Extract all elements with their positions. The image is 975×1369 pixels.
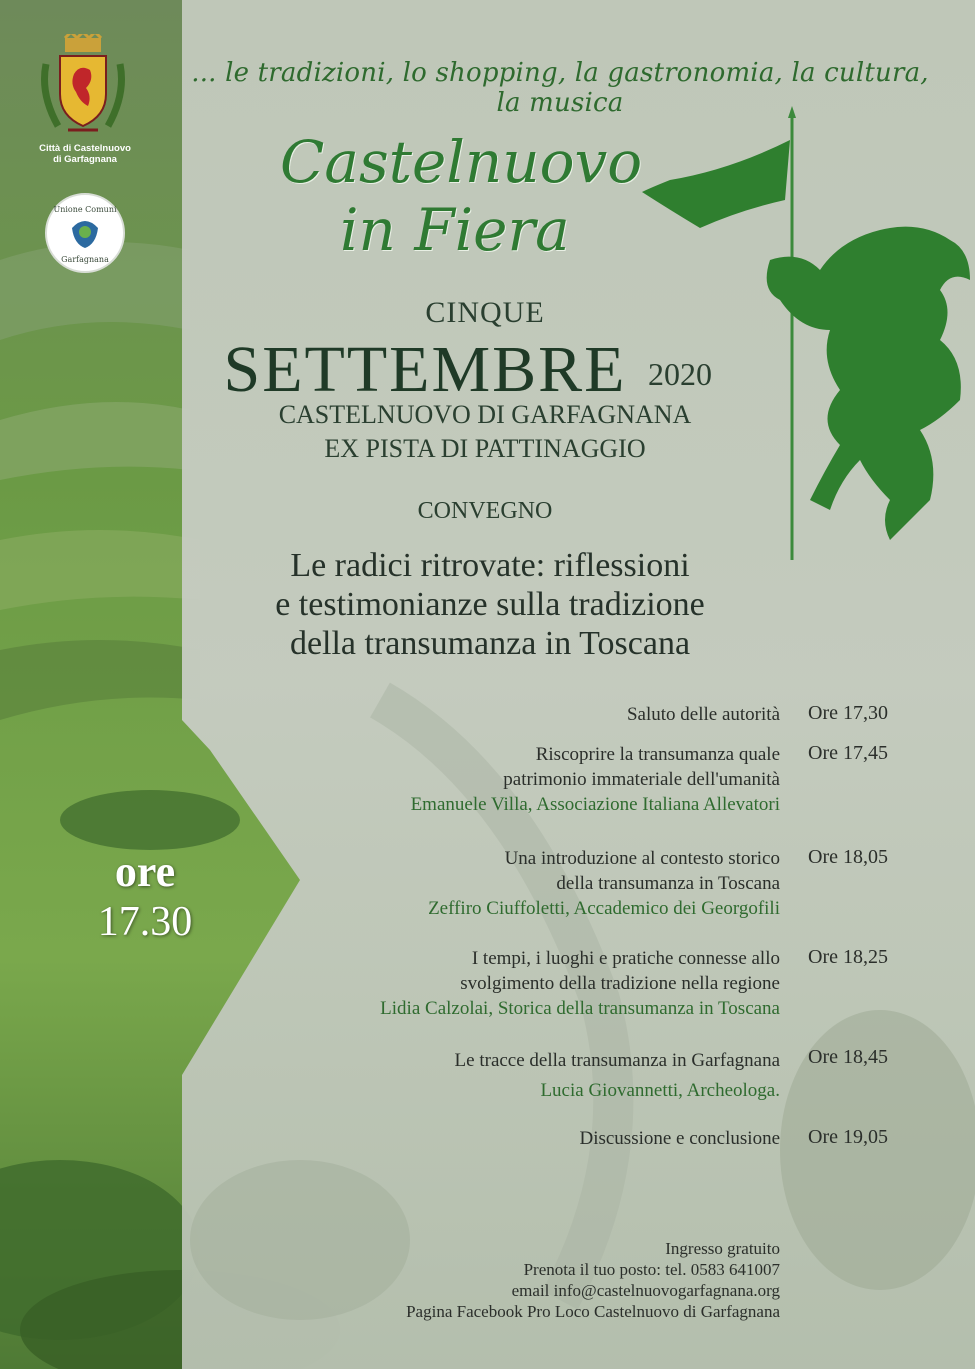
schedule-item-speaker: Lidia Calzolai, Storica della transumanza in Toscana (380, 998, 780, 1019)
schedule-item-title: Riscoprire la transumanza quale (535, 744, 780, 765)
schedule-item-title: Discussione e conclusione (579, 1128, 780, 1149)
city-logo-caption-line2: di Garfagnana (53, 154, 117, 165)
convegno-title-line3: della transumanza in Toscana (289, 625, 691, 662)
city-crest-logo (38, 34, 128, 140)
start-time-value: 17.30 (97, 899, 193, 945)
schedule-time: Ore 18,25 (808, 946, 888, 968)
union-comuni-logo (44, 192, 126, 274)
tagline: ... le tradizioni, lo shopping, la gastronomia, la cultura, la musica (191, 58, 929, 118)
event-title-line1: Castelnuovo (280, 128, 643, 196)
schedule-item (280, 702, 780, 727)
schedule-item-title: svolgimento della tradizione nella regione (460, 973, 780, 994)
union-logo-top-text: Unione Comuni (53, 205, 117, 214)
schedule-time: Ore 18,05 (808, 846, 888, 868)
location-line2: EX PISTA DI PATTINAGGIO (324, 434, 646, 463)
start-time-label: ore (114, 847, 176, 896)
location-line1: CASTELNUOVO DI GARFAGNANA (278, 400, 692, 429)
convegno-label: CONVEGNO (417, 498, 553, 524)
schedule-item (280, 742, 780, 817)
schedule-item (280, 1046, 780, 1106)
event-title-line2: in Fiera (340, 196, 570, 264)
schedule-item-title: della transumanza in Toscana (556, 873, 780, 894)
schedule-item-title: Una introduzione al contesto storico (504, 848, 780, 869)
schedule-item-title: I tempi, i luoghi e pratiche connesse allo (471, 948, 780, 969)
convegno-title-line2: e testimonianze sulla tradizione (275, 586, 705, 623)
schedule-item (280, 946, 780, 1021)
footer-info (300, 1238, 780, 1322)
schedule-item-title: patrimonio immateriale dell'umanità (503, 769, 780, 790)
schedule-item (280, 846, 780, 921)
schedule-item-title: Saluto delle autorità (626, 704, 780, 725)
schedule-time: Ore 19,05 (808, 1126, 888, 1148)
footer-booking: Prenota il tuo posto: tel. 0583 641007 (523, 1260, 780, 1279)
union-logo-bottom-text: Garfagnana (61, 255, 109, 264)
city-logo-caption-line1: Città di Castelnuovo (39, 143, 131, 154)
date-day: CINQUE (425, 296, 545, 329)
schedule-item (280, 1126, 780, 1151)
schedule-item-speaker: Emanuele Villa, Associazione Italiana Allevatori (410, 794, 780, 815)
schedule-time: Ore 17,30 (808, 702, 888, 724)
schedule-item-title: Le tracce della transumanza in Garfagnana (454, 1050, 780, 1071)
date-year: 2020 (648, 356, 712, 392)
lion-banner-icon (640, 100, 975, 560)
date-month: SETTEMBRE (223, 333, 627, 406)
footer-entry: Ingresso gratuito (665, 1239, 780, 1258)
city-logo-caption (20, 143, 150, 165)
schedule-time: Ore 17,45 (808, 742, 888, 764)
convegno-title-line1: Le radici ritrovate: riflessioni (290, 547, 690, 584)
convegno-title (190, 546, 790, 663)
schedule-time: Ore 18,45 (808, 1046, 888, 1068)
schedule-item-speaker: Zeffiro Ciuffoletti, Accademico dei Georgofili (428, 898, 780, 919)
footer-email: email info@castelnuovogarfagnana.org (511, 1281, 780, 1300)
schedule-item-speaker: Lucia Giovannetti, Archeologa. (540, 1080, 780, 1101)
footer-facebook: Pagina Facebook Pro Loco Castelnuovo di Garfagnana (406, 1302, 780, 1321)
